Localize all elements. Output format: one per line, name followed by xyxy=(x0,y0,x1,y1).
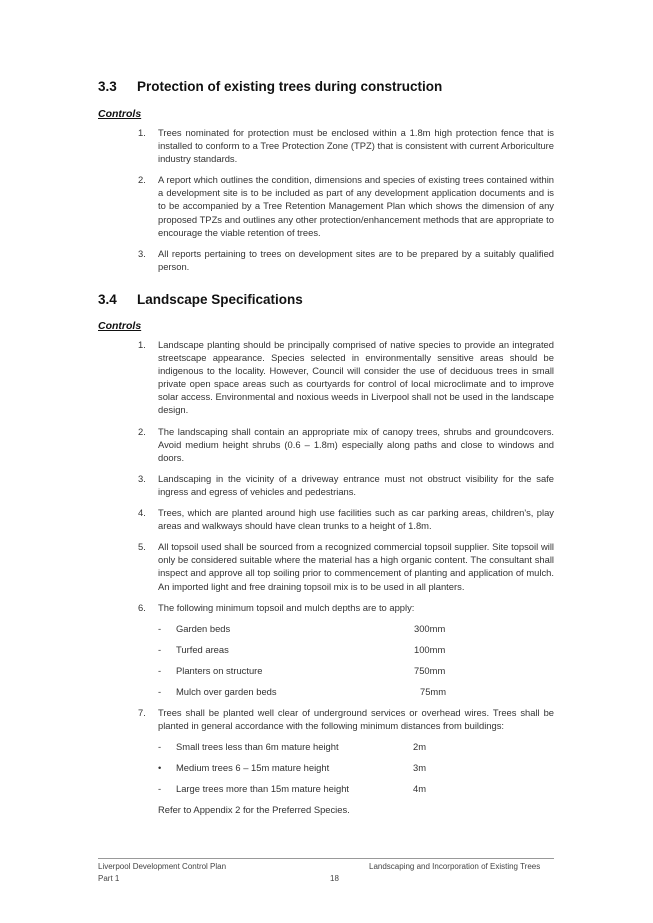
dash-bullet: - xyxy=(158,685,162,697)
depth-row xyxy=(158,643,554,656)
dash-bullet: - xyxy=(158,622,162,634)
list-item xyxy=(98,601,554,698)
dash-bullet: - xyxy=(158,740,162,752)
list-item xyxy=(98,506,554,532)
dash-bullet: - xyxy=(158,643,162,655)
depth-value: 75mm xyxy=(420,685,447,697)
distance-value: 2m xyxy=(413,740,427,752)
item-text: The landscaping shall contain an appropriate mix of canopy trees, shrubs and groundcovers. Avoid medium height shrubs (0.6 – 1.8m) especially along paths and close to windows and doors. xyxy=(158,425,554,463)
section-title: Protection of existing trees during construction xyxy=(137,79,443,94)
item-number: 2. xyxy=(138,174,146,186)
distance-row xyxy=(158,740,554,753)
controls-label: Controls xyxy=(98,108,142,120)
footer-chapter: Landscaping and Incorporation of Existing Trees xyxy=(369,862,541,871)
list-item xyxy=(98,706,554,816)
item-text: Trees nominated for protection must be enclosed within a 1.8m high protection fence that is installed to conform to a Tree Protection Zone (TPZ) that is consistent with current Arboriculture industry standards. xyxy=(158,127,554,165)
list-item xyxy=(98,173,554,238)
list-item xyxy=(98,425,554,464)
item-text: Trees, which are planted around high use facilities such as car parking areas, children's, play areas and walkways should have clean trunks to a height of 1.8m. xyxy=(158,507,554,532)
page-number: 18 xyxy=(330,874,339,883)
depths-list xyxy=(158,622,554,698)
depth-label: Turfed areas xyxy=(176,643,229,655)
item-text: All reports pertaining to trees on development sites are to be prepared by a suitably qualified person. xyxy=(158,247,554,272)
depth-value: 100mm xyxy=(414,643,446,655)
list-item xyxy=(98,540,554,592)
section-number: 3.4 xyxy=(98,292,117,307)
depth-value: 750mm xyxy=(414,664,446,676)
item-number: 1. xyxy=(138,127,146,138)
dash-bullet: - xyxy=(158,664,162,676)
distance-row xyxy=(158,782,554,795)
list-item xyxy=(98,247,554,273)
distance-label: Medium trees 6 – 15m mature height xyxy=(176,761,330,773)
depth-value: 300mm xyxy=(414,622,446,634)
section-title: Landscape Specifications xyxy=(137,292,303,307)
item-number: 3. xyxy=(138,247,146,259)
section-3-4-heading xyxy=(98,292,303,307)
distance-value: 4m xyxy=(413,782,427,794)
distance-value: 3m xyxy=(413,761,427,773)
list-item xyxy=(98,338,554,417)
item-number: 1. xyxy=(138,339,146,350)
footer-divider xyxy=(98,858,554,859)
distances-list xyxy=(158,740,554,795)
controls-label: Controls xyxy=(98,320,142,332)
list-item xyxy=(98,472,554,498)
item-text: A report which outlines the condition, dimensions and species of existing trees contained within a development site is to be included as part of any development application documents and is to be accompanied by a Tree Retention Management Plan which shows the dimension of any proposed TPZs and outlines any other protection/enhancement methods that are appropriate to encourage the viable retention of trees. xyxy=(158,174,554,238)
item-number: 3. xyxy=(138,472,146,484)
depth-label: Planters on structure xyxy=(176,664,263,676)
item-number: 2. xyxy=(138,425,146,437)
item-text: Trees shall be planted well clear of underground services or overhead wires. Trees shall be planted in general accordance with the following minimum distances from buildings: xyxy=(158,706,554,731)
item-text: Landscaping in the vicinity of a driveway entrance must not obstruct visibility for the safe ingress and egress of vehicles and pedestrians. xyxy=(158,472,554,497)
refer-note: Refer to Appendix 2 for the Preferred Species. xyxy=(158,803,350,815)
item-number: 4. xyxy=(138,507,146,519)
depth-label: Garden beds xyxy=(176,622,231,634)
item-text: The following minimum topsoil and mulch depths are to apply: xyxy=(158,601,415,613)
item-number: 6. xyxy=(138,601,146,613)
item-text: All topsoil used shall be sourced from a recognized commercial topsoil supplier. Site topsoil will only be considered suitable where the material has a high organic content. The consultant shall inspect and approve all top soiling prior to commencement of planting and application of mulch. An imported light and free draining topsoil mix is to be used in all planters. xyxy=(158,541,554,592)
distance-row xyxy=(158,761,554,774)
dash-bullet: - xyxy=(158,782,162,794)
distance-label: Large trees more than 15m mature height xyxy=(176,782,350,794)
depth-row xyxy=(158,664,554,677)
depth-row xyxy=(158,622,554,635)
section-3-3-heading xyxy=(98,79,442,94)
item-number: 7. xyxy=(138,706,146,718)
distance-label: Small trees less than 6m mature height xyxy=(176,740,339,752)
depth-label: Mulch over garden beds xyxy=(176,685,277,697)
footer-part: Part 1 xyxy=(98,874,120,883)
footer-doc-title: Liverpool Development Control Plan xyxy=(98,862,227,871)
section-3-4-list xyxy=(98,338,554,824)
section-3-3-list xyxy=(98,126,554,281)
item-text: Landscape planting should be principally comprised of native species to provide an integrated streetscape appearance. Species selected in environmentally sensitive areas should be indigenous to the locality. However, Council will consider the use of deciduous trees in small private open space areas such as courtyards for control of local microclimate and to improve solar access. Environmental and noxious weeds in Liverpool shall not be used in the landscape design. xyxy=(158,339,554,416)
depth-row xyxy=(158,685,554,698)
list-item xyxy=(98,126,554,165)
dot-bullet: • xyxy=(158,761,162,773)
section-number: 3.3 xyxy=(98,79,117,94)
item-number: 5. xyxy=(138,541,146,553)
